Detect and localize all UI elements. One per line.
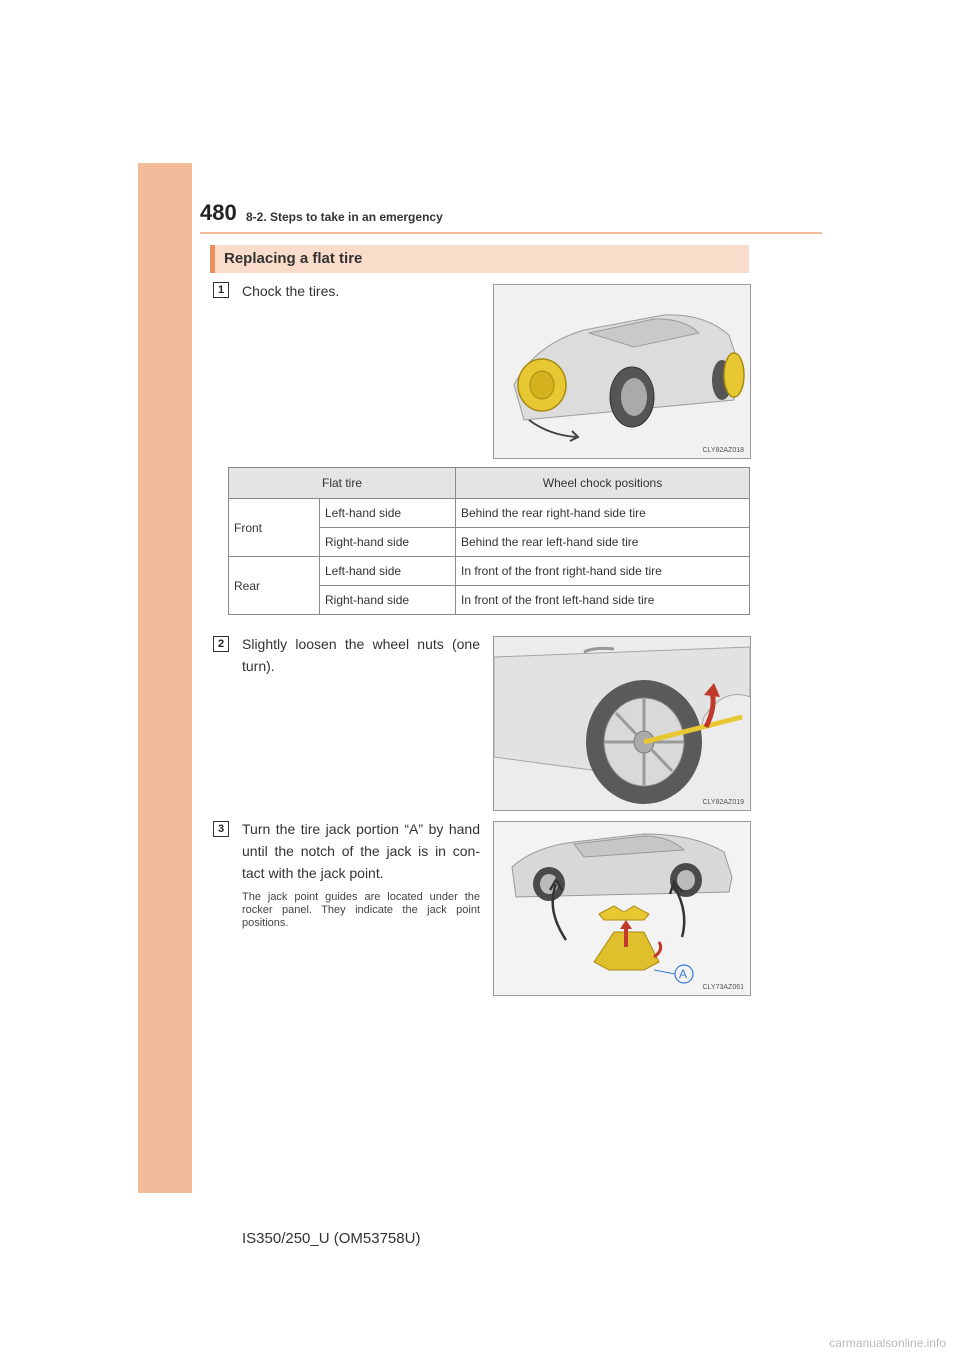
figure-loosen-wheel-nuts: [493, 636, 751, 811]
step-1-text: Chock the tires.: [242, 283, 340, 299]
side-cell: Right-hand side: [320, 586, 456, 615]
figure-code: CLY82AZ018: [702, 447, 744, 454]
watermark: carmanualsonline.info: [829, 1336, 946, 1350]
position-cell: In front of the front right-hand side tire: [456, 557, 750, 586]
group-cell: Rear: [229, 557, 320, 615]
section-title: 8-2. Steps to take in an emergency: [246, 210, 443, 224]
footer-model-code: IS350/250_U (OM53758U): [242, 1230, 421, 1247]
side-cell: Left-hand side: [320, 499, 456, 528]
wheel-nut-illustration: [494, 637, 750, 810]
side-color-band: [138, 163, 192, 1193]
step-3-number: 3: [213, 821, 229, 837]
header-flat-tire: Flat tire: [229, 468, 456, 499]
header-rule: [200, 232, 822, 234]
position-cell: Behind the rear left-hand side tire: [456, 528, 750, 557]
car-chock-illustration: [494, 285, 750, 458]
table-row: [229, 499, 750, 528]
side-cell: Left-hand side: [320, 557, 456, 586]
step-3-note: The jack point guides are located under the rocker panel. They indicate the jack point positions.: [242, 891, 480, 929]
position-cell: In front of the front left-hand side tire: [456, 586, 750, 615]
step-2-text-line1: Slightly loosen the wheel nuts (one: [242, 636, 480, 652]
page-number: 480: [200, 200, 237, 225]
table-header-row: [229, 468, 750, 499]
figure-chock-tires: [493, 284, 751, 459]
figure-jack-point: [493, 821, 751, 996]
callout-a-label: A: [679, 967, 688, 981]
figure-code: CLY82AZ019: [702, 799, 744, 806]
heading-replacing-flat-tire: [210, 245, 749, 273]
heading-text: Replacing a flat tire: [224, 250, 363, 267]
jack-illustration: [494, 822, 750, 995]
step-2-number: 2: [213, 636, 229, 652]
group-cell: Front: [229, 499, 320, 557]
step-1-number: 1: [213, 282, 229, 298]
table-row: [229, 557, 750, 586]
step-3-text-line3: tact with the jack point.: [242, 865, 384, 881]
figure-code: CLY73AZ061: [702, 984, 744, 991]
step-3-text-line1: Turn the tire jack portion “A” by hand: [242, 821, 480, 837]
wheel-chock-table: [228, 467, 750, 615]
step-2-text-line2: turn).: [242, 658, 275, 674]
position-cell: Behind the rear right-hand side tire: [456, 499, 750, 528]
step-3-text-line2: until the notch of the jack is in con-: [242, 843, 480, 859]
side-cell: Right-hand side: [320, 528, 456, 557]
header-wheel-chock-positions: Wheel chock positions: [456, 468, 750, 499]
